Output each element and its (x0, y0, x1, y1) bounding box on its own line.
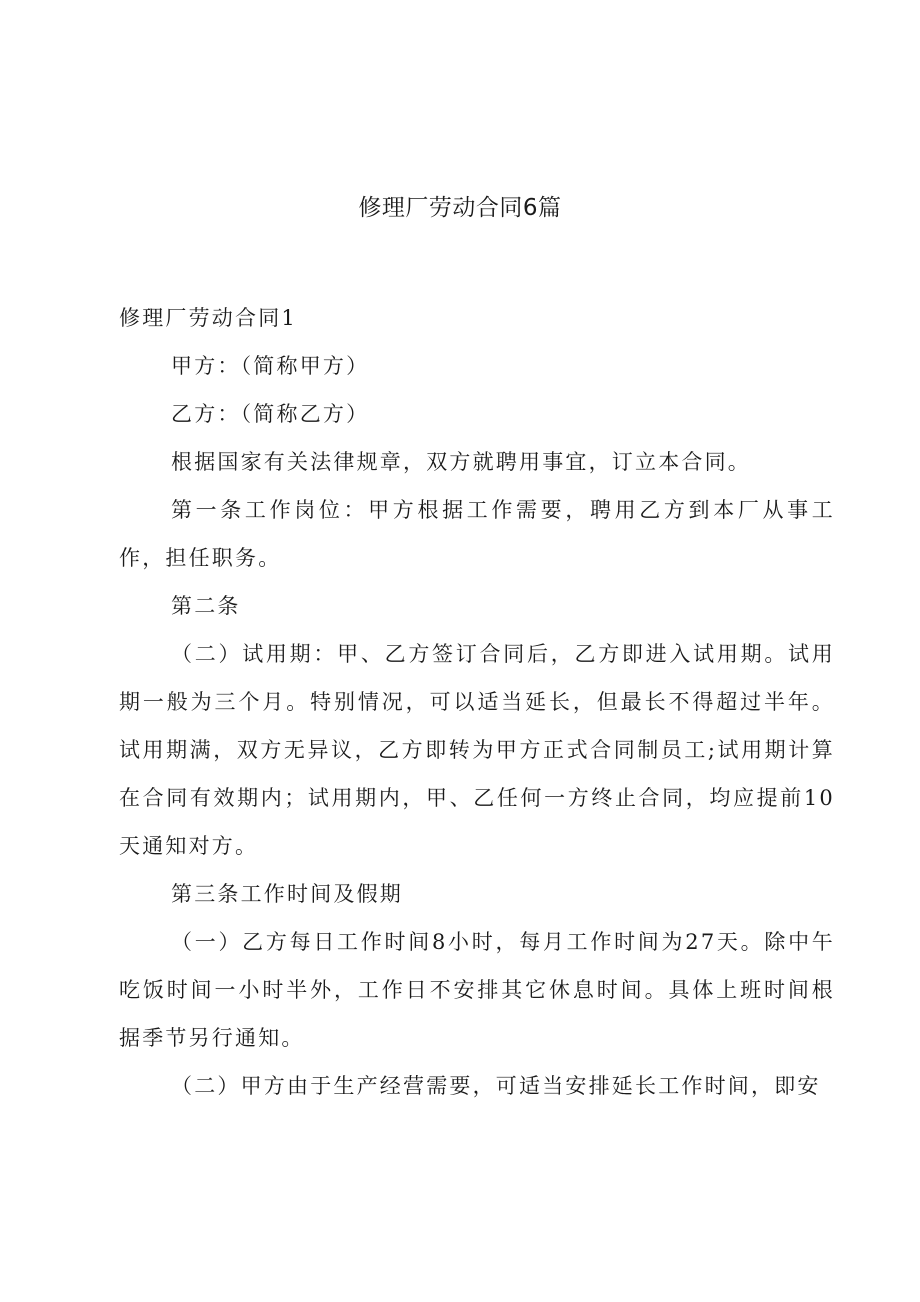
article-1-paragraph: 第一条工作岗位：甲方根据工作需要，聘用乙方到本厂从事工作，担任职务。 (119, 498, 835, 570)
section-heading: 修理厂劳动合同1 (119, 306, 297, 330)
party-a-line: 甲方：（简称甲方） (171, 354, 370, 378)
working-hours-paragraph: （一）乙方每日工作时间8小时，每月工作时间为27天。除中午吃饭时间一小时半外，工作日不安排其它休息时间。具体上班时间根据季节另行通知。 (119, 930, 835, 1050)
probation-paragraph: （二）试用期：甲、乙方签订合同后，乙方即进入试用期。试用期一般为三个月。特别情况，可以适当延长，但最长不得超过半年。试用期满，双方无异议，乙方即转为甲方正式合同制员工;试用期计算在合同有效期内；试用期内，甲、乙任何一方终止合同，均应提前10天通知对方。 (119, 642, 835, 858)
document-title: 修理厂劳动合同6篇 (358, 195, 562, 221)
article-2-heading: 第二条 (171, 594, 241, 618)
overtime-paragraph: （二）甲方由于生产经营需要，可适当安排延长工作时间，即安 (171, 1074, 821, 1098)
party-b-line: 乙方：（简称乙方） (171, 402, 370, 426)
preamble-paragraph: 根据国家有关法律规章，双方就聘用事宜，订立本合同。 (171, 450, 751, 474)
article-3-heading: 第三条工作时间及假期 (171, 882, 403, 906)
document-body (119, 294, 835, 1110)
